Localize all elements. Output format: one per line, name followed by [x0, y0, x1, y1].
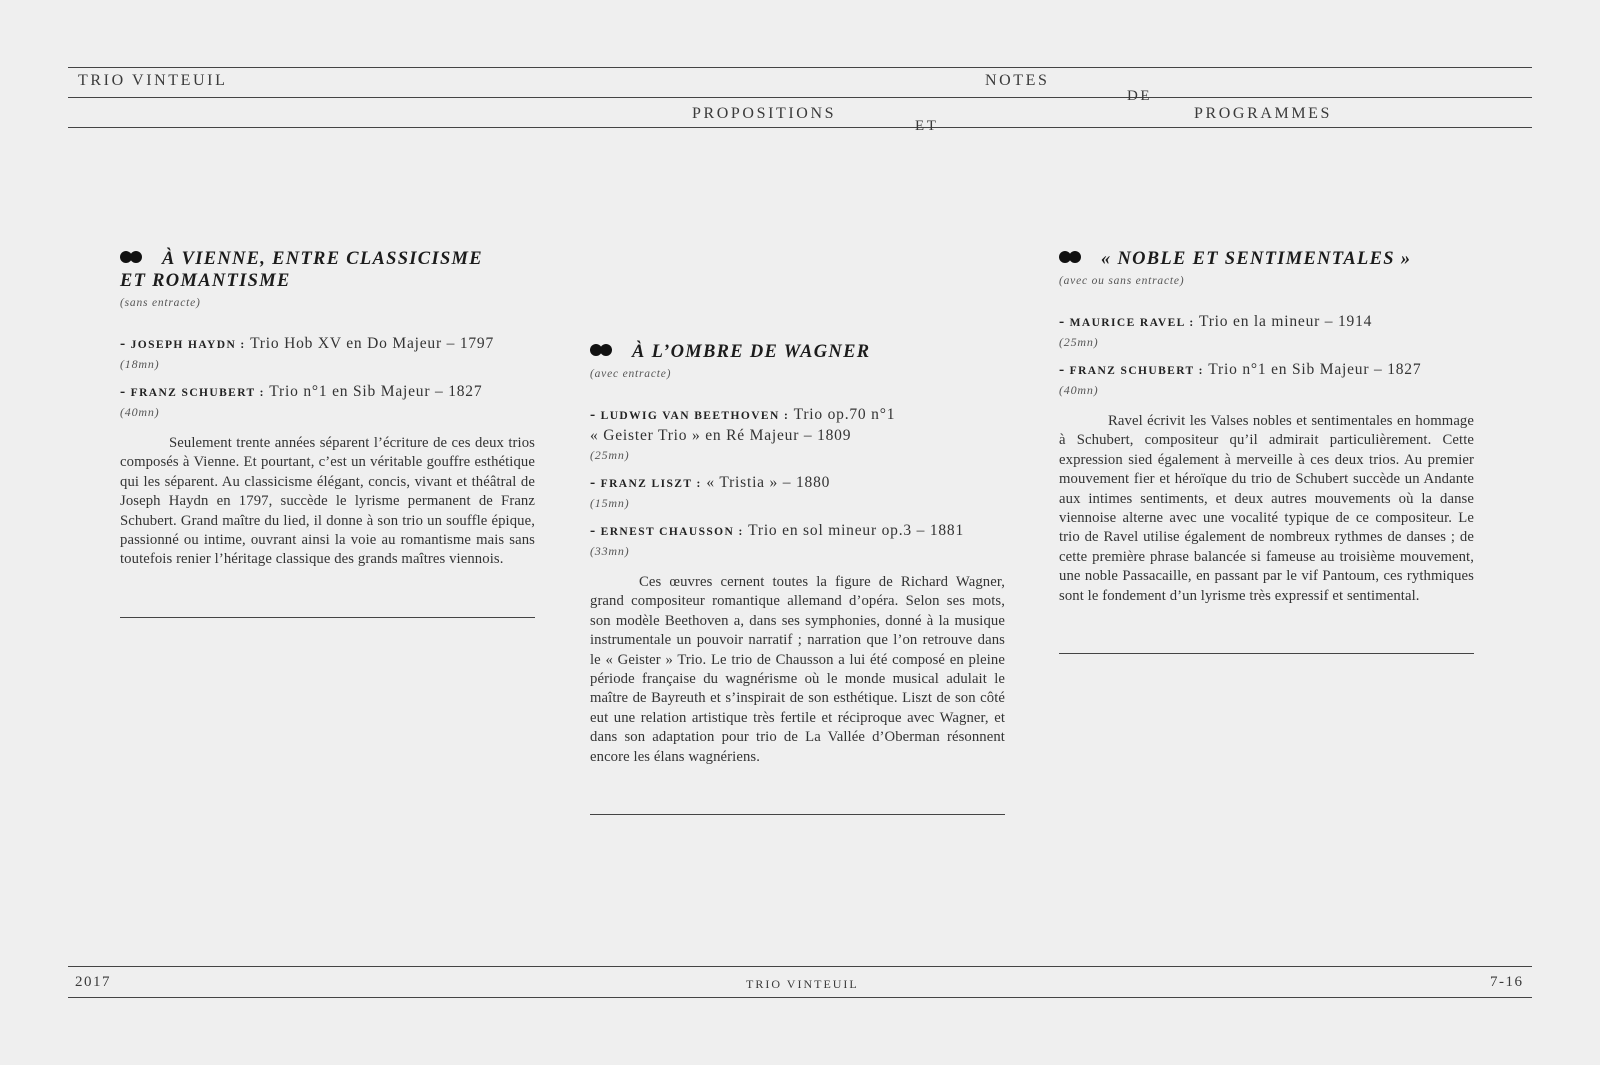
header-word-de: DE	[1127, 88, 1153, 104]
composer-name: FRANZ SCHUBERT :	[130, 387, 265, 399]
duration: (18mn)	[120, 357, 160, 371]
section-title-line1: « NOBLE ET SENTIMENTALES »	[1101, 249, 1412, 269]
composer-name: FRANZ LISZT :	[600, 478, 702, 490]
program-section-noble	[1059, 247, 1474, 654]
piece-title: Trio Hob XV en Do Majeur – 1797	[250, 335, 495, 352]
footer-year: 2017	[75, 974, 111, 990]
section-title	[120, 247, 535, 292]
work-item	[590, 405, 1005, 464]
header-middle-rule	[68, 97, 1532, 98]
footer-page-number: 7-16	[1490, 974, 1524, 990]
dash: -	[590, 522, 601, 539]
footer-center-title: TRIO VINTEUIL	[746, 977, 859, 991]
section-subtitle: (sans entracte)	[120, 297, 201, 309]
section-title	[590, 340, 1005, 363]
piece-title-line2: « Geister Trio » en Ré Majeur – 1809	[590, 427, 852, 444]
piece-title: Trio en la mineur – 1914	[1199, 313, 1373, 330]
dash: -	[590, 474, 601, 491]
double-dot-icon	[1059, 247, 1079, 269]
piece-title: « Tristia » – 1880	[706, 474, 831, 491]
piece-title: Trio n°1 en Sib Majeur – 1827	[269, 383, 483, 400]
program-section-vienne	[120, 247, 535, 618]
piece-title: Trio op.70 n°1	[793, 406, 896, 423]
section-description: Ravel écrivit les Valses nobles et sentimentales en hommage à Schubert, compositeur qu’il admirait particulièrement. Cette expression sied également à merveille à ces deux trios. Au premier mouvement fier et héroïque du trio de Schubert succède un Andante aux intimes sentiments, et deux autres mouvements où la danse viennoise alterne avec une vocalité typique de ce compositeur. Le trio de Ravel utilise également de nombreux rythmes de danses ; de cette première phrase balancée si fameuse au troisième mouvement, une noble Passacaille, en passant par le vif Pantoum, ces rythmiques sont le fondement d’un lyrisme très expressif et sentimental.	[1059, 413, 1474, 604]
duration: (15mn)	[590, 496, 630, 510]
header-bottom-rule	[68, 127, 1532, 128]
program-section-wagner	[590, 340, 1005, 815]
duration: (40mn)	[120, 405, 160, 419]
duration: (25mn)	[1059, 335, 1099, 349]
section-subtitle: (avec entracte)	[590, 368, 672, 380]
header-word-programmes: PROGRAMMES	[1194, 105, 1333, 122]
work-item	[1059, 312, 1474, 351]
header-word-et: ET	[915, 118, 939, 134]
work-item	[590, 521, 1005, 560]
dash: -	[1059, 313, 1070, 330]
section-title-line1: À L’OMBRE DE WAGNER	[632, 342, 871, 362]
piece-title: Trio en sol mineur op.3 – 1881	[748, 522, 965, 539]
section-subtitle: (avec ou sans entracte)	[1059, 275, 1185, 287]
work-item	[120, 334, 535, 373]
section-title	[1059, 247, 1474, 270]
header-word-propositions: PROPOSITIONS	[692, 105, 837, 122]
header-word-notes: NOTES	[985, 72, 1050, 89]
dash: -	[120, 383, 131, 400]
dash: -	[120, 335, 131, 352]
section-description: Ces œuvres cernent toutes la figure de Richard Wagner, grand compositeur romantique allemand d’opéra. Selon ses mots, son modèle Beethoven a, dans ses symphonies, donné à la musique instrumentale un pouvoir narratif ; narration que l’on retrouve dans le « Geister » Trio. Le trio de Chausson a lui été composé en pleine période française du wagnérisme où le monde musical adulait le maître de Bayreuth et s’inspirait de son esthétique. Liszt de son côté eut une relation artistique très fertile et réciproque avec Wagner, et dans son adaptation pour trio de La Vallée d’Oberman résonnent encore les élans wagnériens.	[590, 574, 1005, 765]
double-dot-icon	[590, 340, 610, 362]
work-item	[120, 382, 535, 421]
section-divider	[1059, 653, 1474, 654]
header-left-title: TRIO VINTEUIL	[78, 72, 228, 89]
composer-name: FRANZ SCHUBERT :	[1069, 365, 1204, 377]
piece-title: Trio n°1 en Sib Majeur – 1827	[1208, 361, 1422, 378]
section-divider	[590, 814, 1005, 815]
composer-name: JOSEPH HAYDN :	[130, 339, 246, 351]
double-dot-icon	[120, 247, 140, 269]
composer-name: MAURICE RAVEL :	[1069, 317, 1195, 329]
dash: -	[590, 406, 601, 423]
dash: -	[1059, 361, 1070, 378]
section-title-line2: ET ROMANTISME	[120, 271, 291, 291]
section-divider	[120, 617, 535, 618]
duration: (40mn)	[1059, 383, 1099, 397]
duration: (25mn)	[590, 448, 630, 462]
composer-name: LUDWIG VAN BEETHOVEN :	[600, 410, 790, 422]
work-item	[590, 473, 1005, 512]
duration: (33mn)	[590, 544, 630, 558]
section-title-line1: À VIENNE, ENTRE CLASSICISME	[162, 249, 483, 269]
section-description: Seulement trente années séparent l’écriture de ces deux trios composés à Vienne. Et pourtant, c’est un véritable gouffre esthétique qui les séparent. Au classicisme élégant, concis, vivant et théâtral de Joseph Haydn en 1797, succède le lyrisme permanent de Franz Schubert. Grand maître du lied, il donne à son trio un souffle épique, passionné ou intime, ouvrant ainsi la voie au romantisme mais sans toutefois renier l’héritage classique des grands maîtres viennois.	[120, 435, 535, 568]
work-item	[1059, 360, 1474, 399]
footer-bottom-rule	[68, 997, 1532, 998]
composer-name: ERNEST CHAUSSON :	[600, 526, 744, 538]
header-top-rule	[68, 67, 1532, 68]
footer-top-rule	[68, 966, 1532, 967]
